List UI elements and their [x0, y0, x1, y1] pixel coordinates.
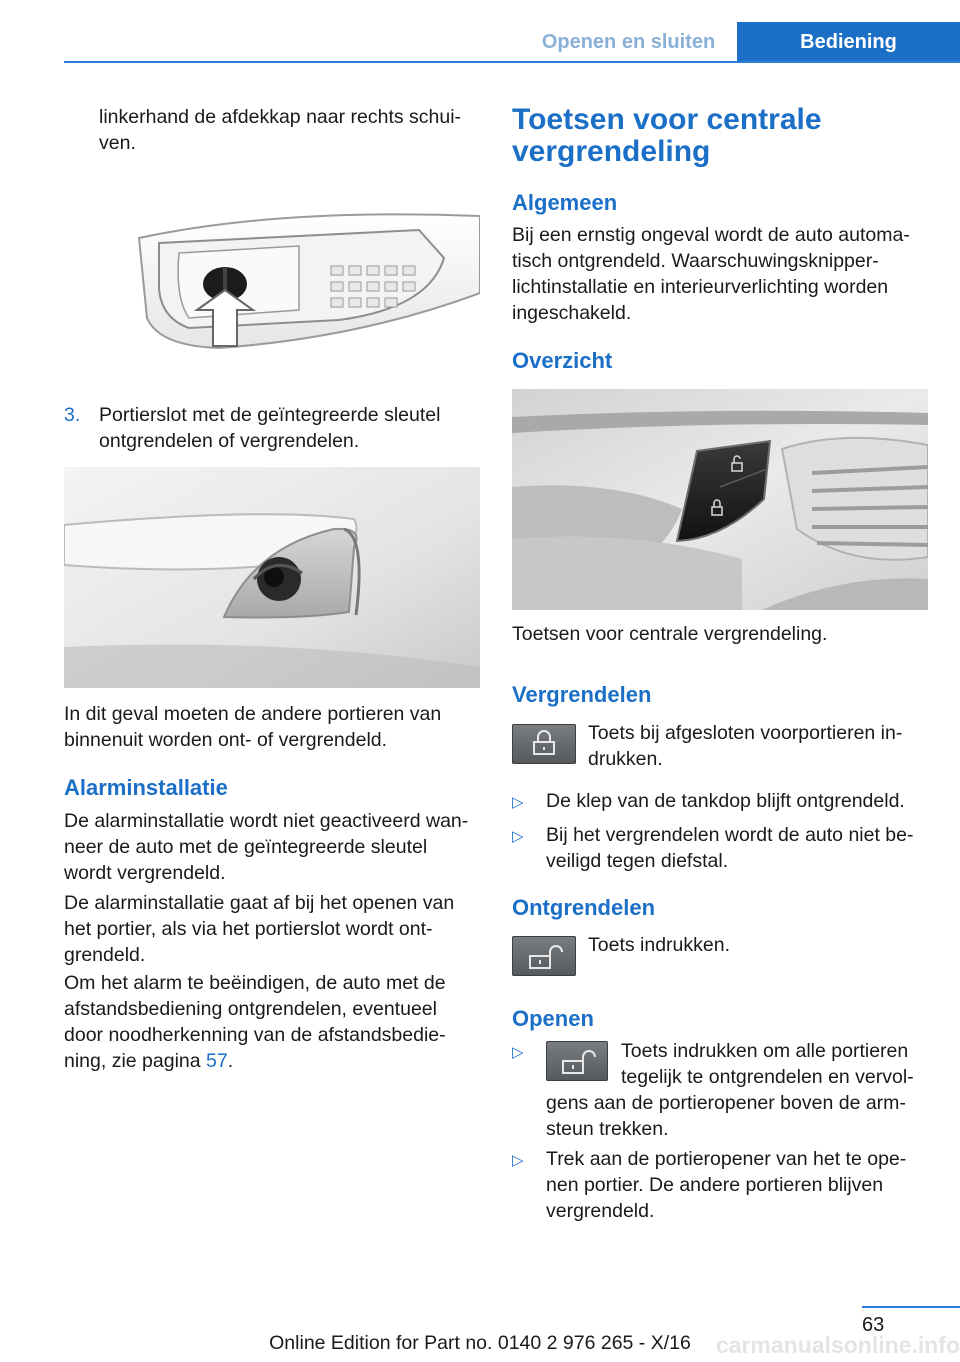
vergrendelen-bullet-1: De klep van de tankdop blijft ontgrendeld. — [546, 790, 905, 812]
alarm-paragraph-2: De alarminstallatie gaat af bij het openen van het portier, als via het portierslot wordt ont- grendeld. — [64, 892, 455, 966]
header-tab-bediening: Bediening — [737, 22, 960, 63]
openen-bullet-1-key-text: Toets indrukken om alle portieren tegelijk te ontgrendelen en vervol- — [621, 1040, 914, 1088]
vergrendelen-bullet-2: Bij het vergrendelen wordt de auto niet be- veiligd tegen diefstal. — [546, 824, 914, 872]
lock-closed-icon — [512, 724, 576, 764]
heading-overzicht: Overzicht — [512, 348, 613, 373]
watermark: carmanualsonline.info — [715, 1332, 960, 1358]
step-number: 3. — [64, 404, 81, 426]
unlock-key-image — [512, 936, 576, 976]
unlock-key-image — [546, 1041, 608, 1081]
lock-open-icon — [512, 936, 576, 976]
header-rule — [64, 61, 960, 63]
bullet-marker: ▷ — [512, 828, 524, 845]
after-photo-text: In dit geval moeten de andere portieren van binnenuit worden ont- of vergrendeld. — [64, 703, 442, 751]
bullet-marker: ▷ — [512, 1152, 524, 1169]
alarm-paragraph-3: Om het alarm te beëindigen, de auto met de afstandsbediening ontgrendelen, eventueel door noodherkenning van de afstandsbedie- ning, zie pagina 57. — [64, 972, 446, 1072]
algemeen-text: Bij een ernstig ongeval wordt de auto automa- tisch ontgrendeld. Waarschuwingsknipper- lichtinstallatie en interieurverlichting worden ingeschakeld. — [512, 224, 910, 324]
photo-cover-cap — [99, 198, 480, 366]
ontgrendelen-key-text: Toets indrukken. — [588, 934, 730, 956]
bullet-marker: ▷ — [512, 1044, 524, 1061]
heading-ontgrendelen: Ontgrendelen — [512, 895, 656, 920]
header-section-title: Openen en sluiten — [541, 30, 716, 53]
vergrendelen-key-text: Toets bij afgesloten voorportieren in- drukken. — [588, 722, 903, 770]
openen-bullet-1-text: gens aan de portieropener boven de arm- steun trekken. — [546, 1092, 906, 1140]
heading-vergrendelen: Vergrendelen — [512, 682, 652, 707]
lock-open-icon — [546, 1041, 608, 1081]
page-link[interactable]: 57 — [206, 1050, 228, 1072]
photo-central-locking-buttons — [512, 389, 928, 610]
photo-door-lock — [64, 467, 480, 688]
heading-openen: Openen — [512, 1006, 594, 1031]
photo-caption: Toetsen voor centrale vergrendeling. — [512, 623, 828, 645]
alarm-paragraph-1: De alarminstallatie wordt niet geactiveerd wan- neer de auto met de geïntegreerde sleutel wordt vergrendeld. — [64, 810, 469, 884]
page-number: 63 — [862, 1314, 885, 1336]
step-3-text: Portierslot met de geïntegreerde sleutel ontgrendelen of vergrendelen. — [99, 404, 441, 452]
intro-text: linkerhand de afdekkap naar rechts schui- ven. — [99, 106, 462, 154]
page-title: Toetsen voor centrale vergrendeling — [512, 103, 822, 168]
footer-rule — [862, 1306, 960, 1308]
lock-key-image — [512, 724, 576, 764]
bullet-marker: ▷ — [512, 794, 524, 811]
openen-bullet-2: Trek aan de portieropener van het te ope- nen portier. De andere portieren blijven vergrendeld. — [546, 1148, 907, 1222]
heading-algemeen: Algemeen — [512, 190, 618, 215]
heading-alarminstallatie: Alarminstallatie — [64, 775, 228, 800]
edition-line: Online Edition for Part no. 0140 2 976 265 - X/16 — [269, 1332, 691, 1354]
